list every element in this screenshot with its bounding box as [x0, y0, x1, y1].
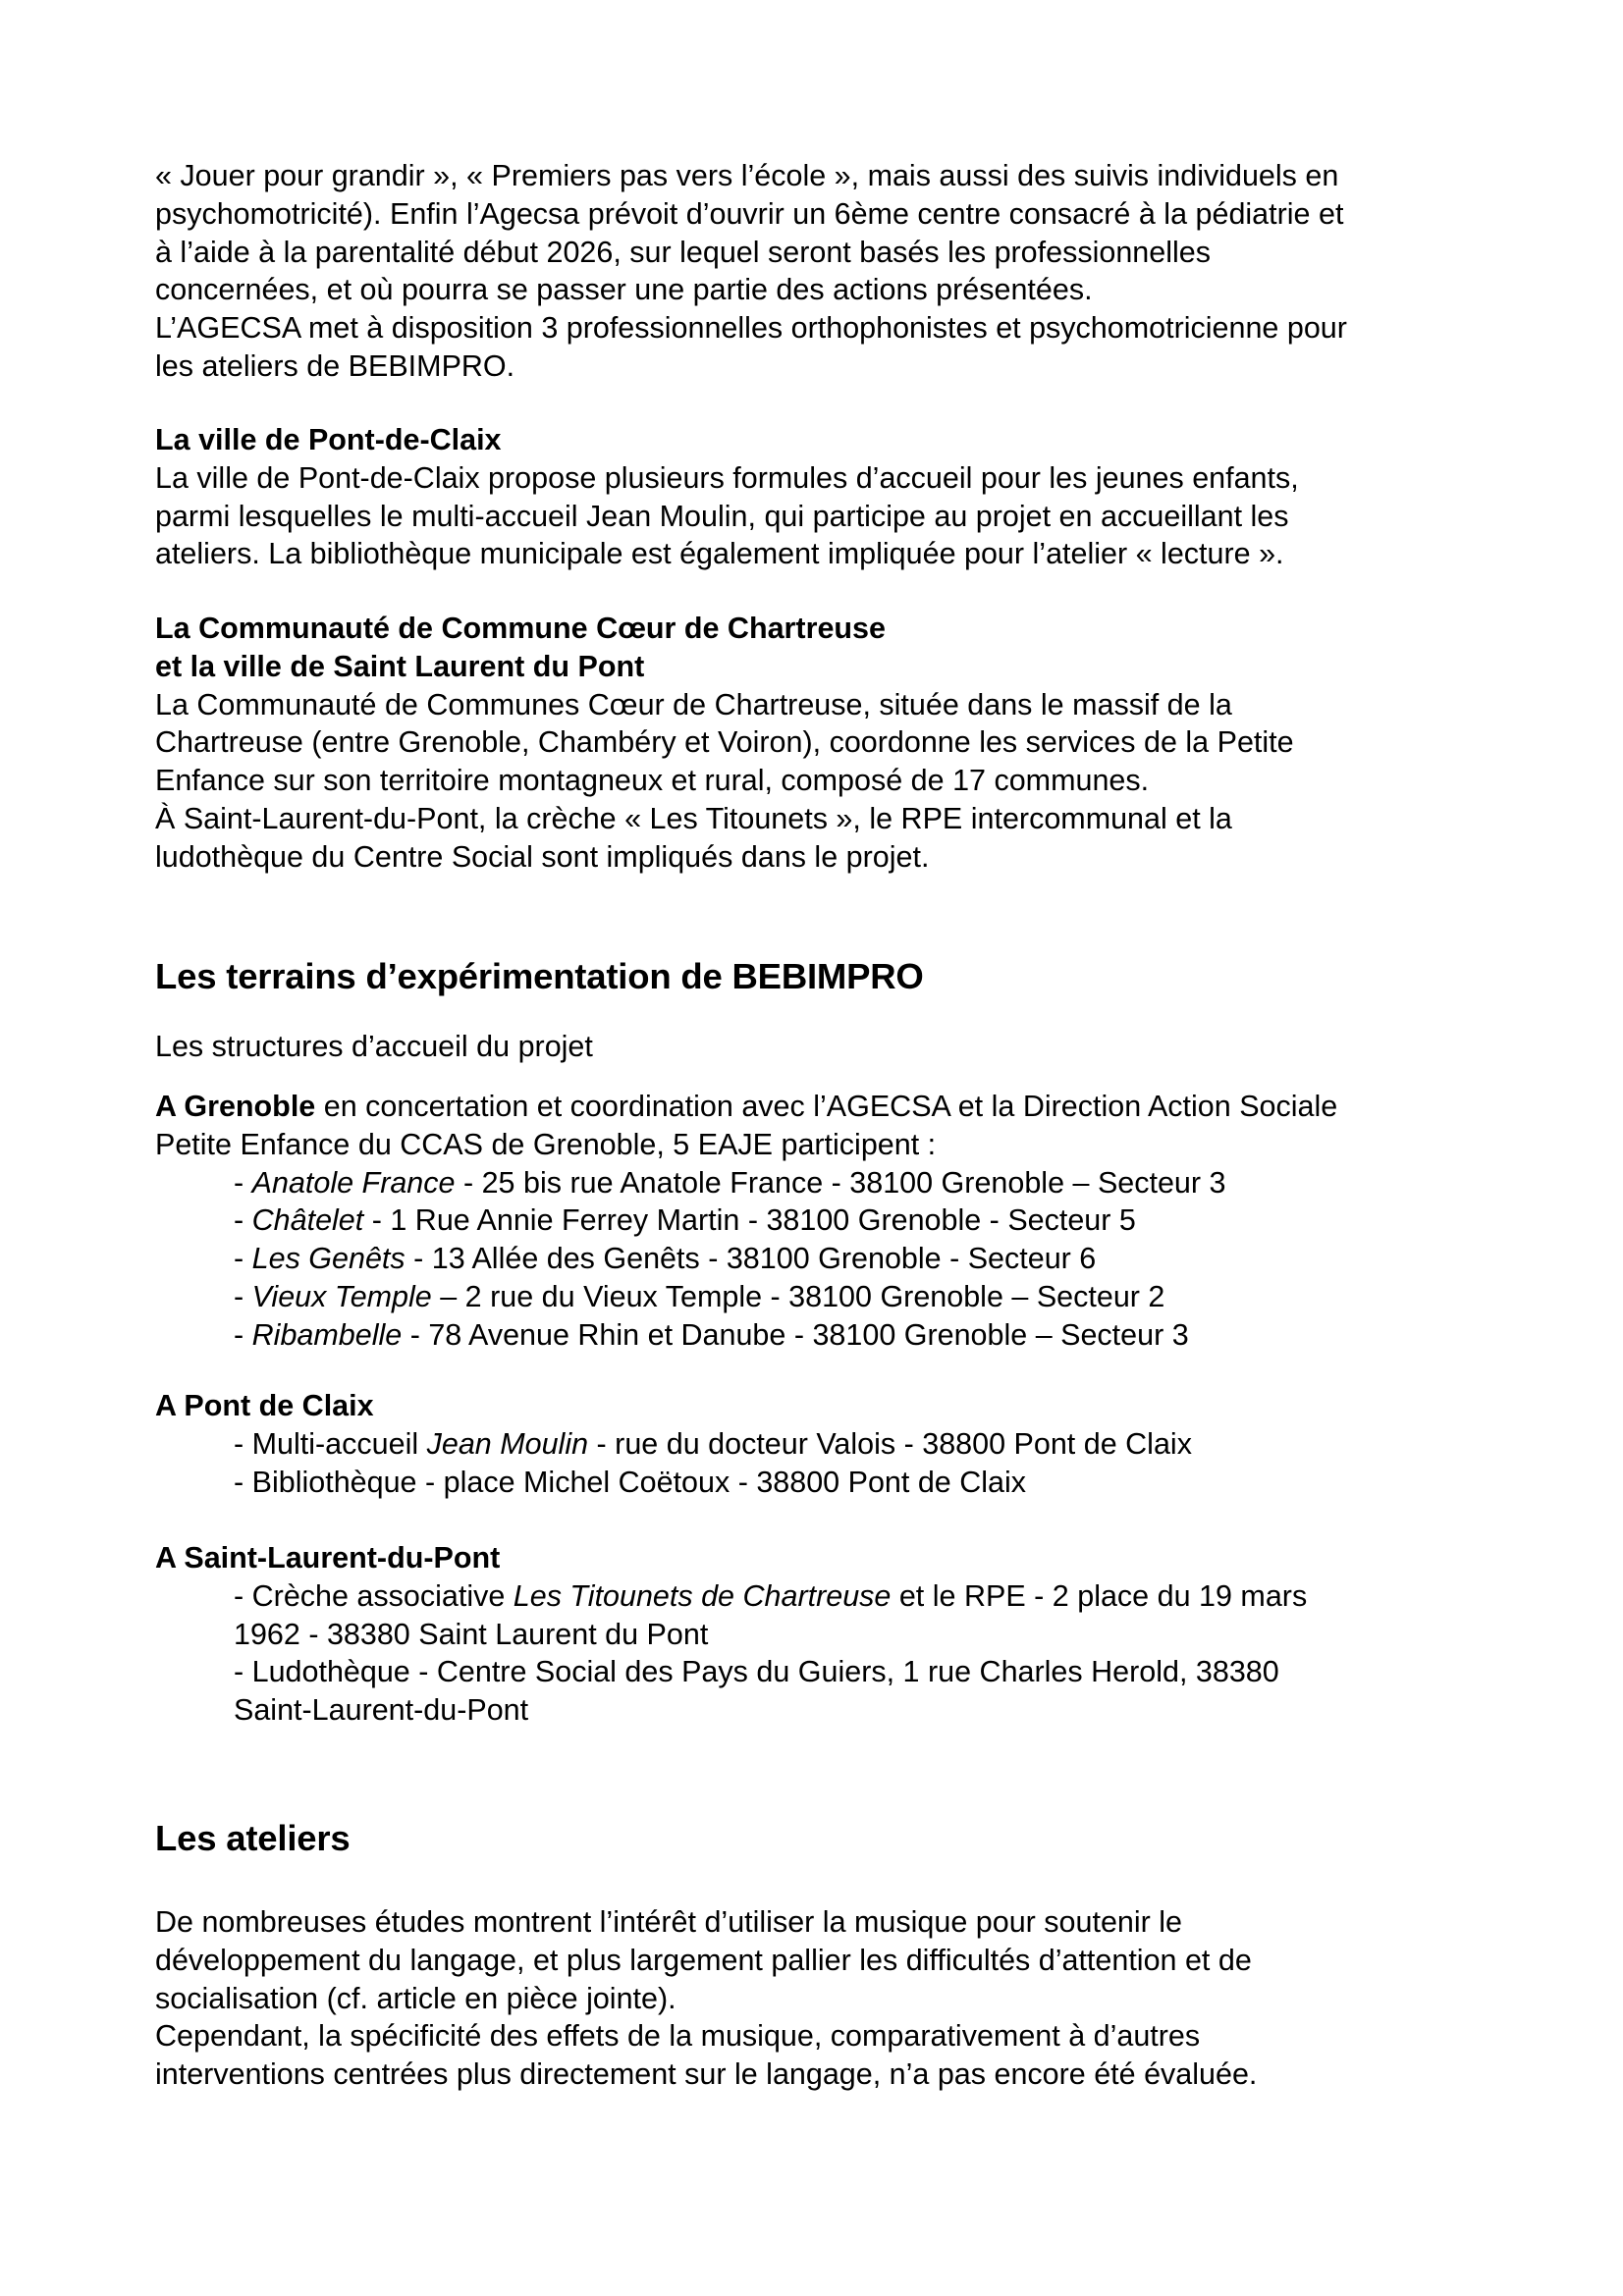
saint-laurent-structures [155, 1539, 1490, 1730]
page-section-title: Les terrains d’expérimentation de BEBIMPRO [155, 956, 924, 996]
grenoble-section [155, 1088, 1490, 1355]
paragraph-line: socialisation (cf. article en pièce jointe). [155, 1981, 676, 2015]
list-item [155, 1577, 1490, 1616]
structure-address: - 78 Avenue Rhin et Danube - 38100 Grenoble – Secteur 3 [402, 1317, 1189, 1352]
paragraph-line: développement du langage, et plus largement pallier les difficultés d’attention et de [155, 1943, 1252, 1977]
paragraph-line: À Saint-Laurent-du-Pont, la crèche « Les Titounets », le RPE intercommunal et la [155, 801, 1232, 835]
list-item [155, 1316, 1490, 1355]
paragraph-line: La ville de Pont-de-Claix propose plusieurs formules d’accueil pour les jeunes enfants, [155, 460, 1299, 495]
location-heading: A Pont de Claix [155, 1389, 374, 1422]
structure-address: - 25 bis rue Anatole France - 38100 Grenoble – Secteur 3 [455, 1165, 1226, 1200]
paragraph-line: ludothèque du Centre Social sont impliqués dans le projet. [155, 839, 930, 874]
structure-address: - 13 Allée des Genêts - 38100 Grenoble - Secteur 6 [405, 1242, 1097, 1276]
list-dash: - [234, 1279, 252, 1313]
intro-line: à l’aide à la parentalité début 2026, sur lequel seront basés les professionnelles [155, 235, 1211, 269]
intro-line: concernées, et où pourra se passer une partie des actions présentées. [155, 273, 1093, 307]
structure-address: - rue du docteur Valois - 38800 Pont de Claix [588, 1426, 1192, 1461]
structure-prefix: - Multi-accueil [234, 1426, 427, 1461]
structure-name: Châtelet [251, 1203, 364, 1238]
grenoble-lead-text: en concertation et coordination avec l’AGECSA et la Direction Action Sociale [315, 1090, 1338, 1123]
structure-name: Les Genêts [251, 1242, 406, 1276]
section-heading-line2: et la ville de Saint Laurent du Pont [155, 649, 645, 683]
list-item: - Ludothèque - Centre Social des Pays du Guiers, 1 rue Charles Herold, 38380 [234, 1655, 1279, 1689]
page-section-title: Les ateliers [155, 1818, 351, 1858]
intro-line: les ateliers de BEBIMPRO. [155, 348, 515, 383]
list-item-continuation: 1962 - 38380 Saint Laurent du Pont [234, 1617, 709, 1651]
intro-paragraph [155, 157, 1490, 386]
grenoble-lead [155, 1088, 1490, 1126]
paragraph-line: De nombreuses études montrent l’intérêt d’utiliser la musique pour soutenir le [155, 1905, 1183, 1939]
intro-line: L’AGECSA met à disposition 3 professionnelles orthophonistes et psychomotricienne pour [155, 311, 1347, 346]
paragraph-line: Chartreuse (entre Grenoble, Chambéry et Voiron), coordonne les services de la Petite [155, 725, 1294, 760]
terrains-subtitle-block [155, 1028, 1490, 1066]
pont-de-claix-structures [155, 1387, 1490, 1501]
pont-de-claix-section [155, 421, 1490, 573]
paragraph-line: parmi lesquelles le multi-accueil Jean Moulin, qui participe au projet en accueillant les [155, 499, 1289, 533]
structure-name: Anatole France [251, 1165, 456, 1200]
list-item [155, 1201, 1490, 1240]
structure-name: Les Titounets de Chartreuse [513, 1578, 892, 1613]
intro-line: psychomotricité). Enfin l’Agecsa prévoit d’ouvrir un 6ème centre consacré à la pédiatrie et [155, 196, 1344, 231]
structure-name: Ribambelle [251, 1317, 403, 1352]
list-item [155, 1240, 1490, 1278]
paragraph-line: Cependant, la spécificité des effets de la musique, comparativement à d’autres [155, 2019, 1201, 2054]
location-heading: A Saint-Laurent-du-Pont [155, 1541, 501, 1575]
list-item-continuation: Saint-Laurent-du-Pont [234, 1693, 529, 1728]
list-dash: - [234, 1242, 252, 1276]
section-heading: La ville de Pont-de-Claix [155, 423, 502, 456]
grenoble-lead-line2: Petite Enfance du CCAS de Grenoble, 5 EAJE participent : [155, 1127, 937, 1161]
list-item [155, 1164, 1490, 1202]
structure-address: - 1 Rue Annie Ferrey Martin - 38100 Grenoble - Secteur 5 [363, 1203, 1136, 1238]
paragraph-line: La Communauté de Communes Cœur de Chartreuse, située dans le massif de la [155, 687, 1232, 721]
terrains-heading-block [155, 955, 1490, 998]
structure-address: – 2 rue du Vieux Temple - 38100 Grenoble – Secteur 2 [431, 1279, 1165, 1313]
paragraph-line: Enfance sur son territoire montagneux et rural, composé de 17 communes. [155, 764, 1150, 798]
list-item: - Bibliothèque - place Michel Coëtoux - 38800 Pont de Claix [234, 1465, 1027, 1499]
list-item [155, 1425, 1490, 1464]
paragraph-line: ateliers. La bibliothèque municipale est également impliquée pour l’atelier « lecture ». [155, 537, 1284, 571]
list-dash: - [234, 1203, 252, 1238]
structure-name: Vieux Temple [251, 1279, 432, 1313]
chartreuse-section [155, 610, 1490, 877]
structure-address: et le RPE - 2 place du 19 mars [891, 1578, 1308, 1613]
terrains-subtitle: Les structures d’accueil du projet [155, 1030, 593, 1063]
list-dash: - [234, 1317, 252, 1352]
structure-prefix: - Crèche associative [234, 1578, 514, 1613]
list-item [155, 1278, 1490, 1316]
paragraph-line: interventions centrées plus directement sur le langage, n’a pas encore été évaluée. [155, 2057, 1258, 2092]
intro-line: « Jouer pour grandir », « Premiers pas vers l’école », mais aussi des suivis individuels en [155, 159, 1339, 192]
section-heading: La Communauté de Commune Cœur de Chartreuse [155, 612, 886, 645]
ateliers-heading-block [155, 1817, 1490, 1860]
structure-name: Jean Moulin [426, 1426, 589, 1461]
grenoble-lead-bold: A Grenoble [155, 1090, 316, 1123]
list-dash: - [234, 1165, 252, 1200]
ateliers-paragraph [155, 1903, 1490, 2094]
